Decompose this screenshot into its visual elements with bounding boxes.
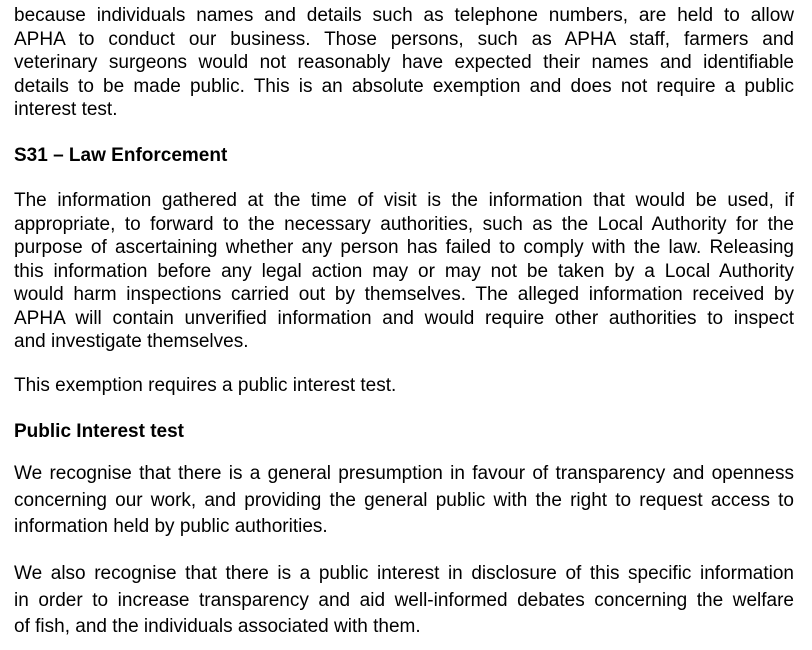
paragraph-disclosure-interest	[14, 561, 794, 641]
text-line: information held by public authorities.	[14, 516, 328, 537]
paragraph-law-enforcement	[14, 189, 794, 354]
text-line: concerning our work, and providing the general public with the right to request access to	[14, 489, 794, 511]
text-line: This exemption requires a public interest test.	[14, 375, 397, 396]
text-line: and investigate themselves.	[14, 331, 249, 352]
text-line: appropriate, to forward to the necessary authorities, such as the Local Authority for the	[14, 213, 794, 235]
text-line: interest test.	[14, 99, 118, 120]
section-heading-s31: S31 – Law Enforcement	[14, 145, 228, 166]
text-line: We also recognise that there is a public interest in disclosure of this specific information	[14, 563, 794, 584]
section-heading-public-interest-test: Public Interest test	[14, 421, 184, 442]
text-line: in order to increase transparency and aid well-informed debates concerning the welfare	[14, 589, 794, 611]
text-line: The information gathered at the time of visit is the information that would be used, if	[14, 190, 794, 211]
text-line: APHA to conduct our business. Those persons, such as APHA staff, farmers and	[14, 28, 794, 50]
text-line: details to be made public. This is an absolute exemption and does not require a public	[14, 75, 794, 97]
text-line: would harm inspections carried out by themselves. The alleged information received by	[14, 284, 794, 305]
text-line: APHA will contain unverified information and would require other authorities to inspect	[14, 307, 794, 329]
paragraph-public-interest-required	[14, 374, 794, 398]
paragraph-transparency-presumption	[14, 461, 794, 541]
text-line: We recognise that there is a general presumption in favour of transparency and openness	[14, 463, 794, 484]
text-line: purpose of ascertaining whether any person has failed to comply with the law. Releasing	[14, 237, 794, 258]
text-line: because individuals names and details such as telephone numbers, are held to allow	[14, 5, 794, 26]
text-line: veterinary surgeons would not reasonably have expected their names and identifiable	[14, 52, 794, 73]
paragraph-personal-data-exemption	[14, 4, 794, 122]
text-line: of fish, and the individuals associated with them.	[14, 616, 421, 637]
text-line: this information before any legal action may or may not be taken by a Local Authority	[14, 260, 794, 282]
